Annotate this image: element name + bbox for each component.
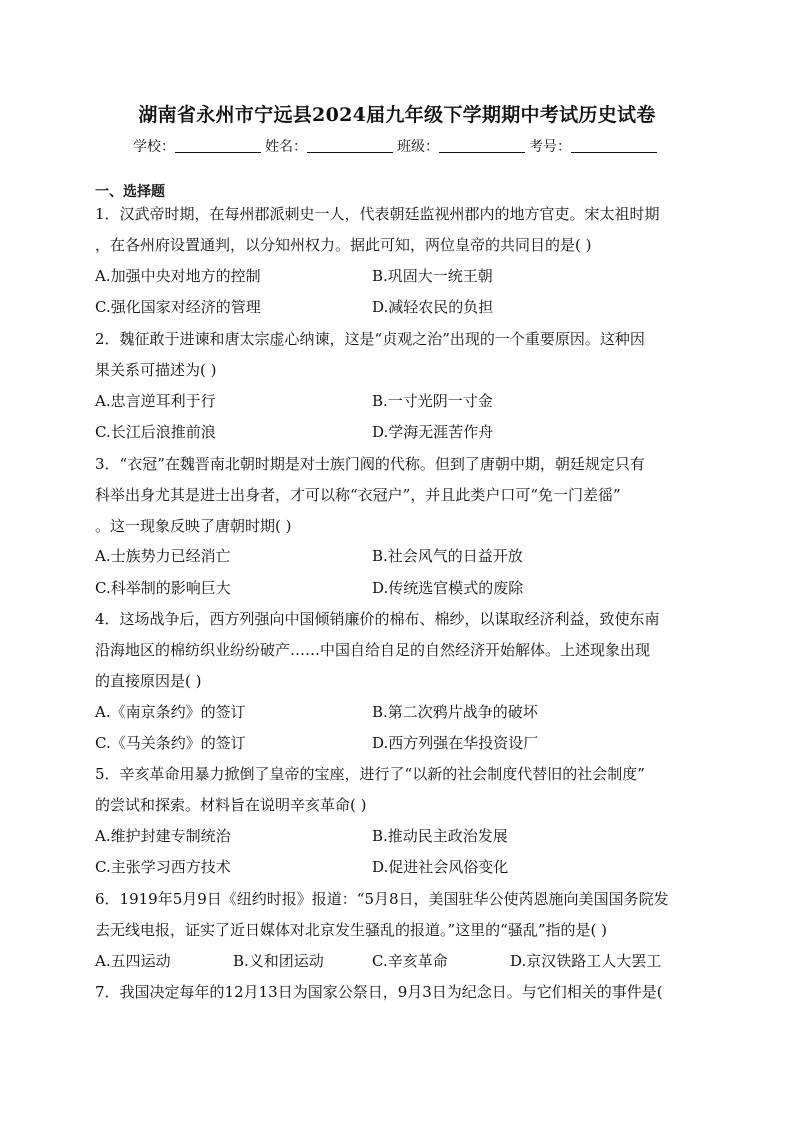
question-2-option-c[interactable]: C.长江后浪推前浪 [95,423,216,441]
question-4-option-d[interactable]: D.西方列强在华投资设厂 [372,734,539,752]
question-3-line-3: 。这一现象反映了唐朝时期( ) [95,517,292,535]
question-7-line-1: 7．我国决定每年的12月13日为国家公祭日，9月3日为纪念日。与它们相关的事件是( [95,983,663,1001]
question-4-option-c[interactable]: C.《马关条约》的签订 [95,734,246,752]
question-5-option-d[interactable]: D.促进社会风俗变化 [372,858,509,876]
class-blank[interactable] [439,138,525,153]
exam-title: 湖南省永州市宁远县2024届九年级下学期期中考试历史试卷 [138,104,656,126]
question-2-option-b[interactable]: B.一寸光阴一寸金 [372,392,493,410]
number-blank[interactable] [571,138,657,153]
question-6-option-d[interactable]: D.京汉铁路工人大罢工 [510,952,662,970]
question-1-line-2: ，在各州府设置通判，以分知州权力。据此可知，两位皇帝的共同目的是( ) [95,236,592,254]
question-1-option-d[interactable]: D.减轻农民的负担 [372,298,494,316]
question-4-line-1: 4．这场战争后，西方列强向中国倾销廉价的棉布、棉纱，以谋取经济利益，致使东南 [95,610,660,628]
name-blank[interactable] [307,138,393,153]
question-1-option-b[interactable]: B.巩固大一统王朝 [372,267,493,285]
question-3-option-c[interactable]: C.科举制的影响巨大 [95,579,231,597]
question-6-option-c[interactable]: C.辛亥革命 [372,952,448,970]
question-4-line-3: 的直接原因是( ) [95,672,202,690]
question-2-option-d[interactable]: D.学海无涯苦作舟 [372,423,494,441]
question-5-option-b[interactable]: B.推动民主政治发展 [372,827,508,845]
school-blank[interactable] [175,138,261,153]
student-info-row [0,136,794,156]
school-label: 学校： [133,139,175,155]
question-2-line-1: 2．魏征敢于进谏和唐太宗虚心纳谏，这是“贞观之治”出现的一个重要原因。这种因 [95,330,645,348]
question-4-option-b[interactable]: B.第二次鸦片战争的破坏 [372,703,538,721]
question-5-option-a[interactable]: A.维护封建专制统治 [95,827,231,845]
question-5-option-c[interactable]: C.主张学习西方技术 [95,858,231,876]
question-6-line-2: 去无线电报，证实了近日媒体对北京发生骚乱的报道。”这里的“骚乱”指的是( ) [95,921,607,939]
question-3-option-d[interactable]: D.传统选官模式的废除 [372,579,524,597]
class-label: 班级： [397,139,439,155]
question-1-line-1: 1．汉武帝时期，在每州郡派刺史一人，代表朝廷监视州郡内的地方官吏。宋太祖时期 [95,205,660,223]
question-1-option-c[interactable]: C.强化国家对经济的管理 [95,298,261,316]
question-3-line-1: 3．“衣冠”在魏晋南北朝时期是对士族门阀的代称。但到了唐朝中期，朝廷规定只有 [95,455,645,473]
question-2-line-2: 果关系可描述为( ) [95,361,217,379]
name-label: 姓名： [265,139,307,155]
question-3-option-a[interactable]: A.士族势力已经消亡 [95,547,231,565]
question-3-line-2: 科举出身尤其是进士出身者，才可以称“衣冠户”，并且此类户口可“免一门差徭” [95,486,621,504]
question-6-option-a[interactable]: A.五四运动 [95,952,171,970]
question-5-line-2: 的尝试和探索。材料旨在说明辛亥革命( ) [95,796,367,814]
question-3-option-b[interactable]: B.社会风气的日益开放 [372,547,523,565]
question-5-line-1: 5．辛亥革命用暴力掀倒了皇帝的宝座，进行了“以新的社会制度代替旧的社会制度” [95,765,645,783]
section-heading: 一、选择题 [95,184,165,200]
question-1-option-a[interactable]: A.加强中央对地方的控制 [95,267,261,285]
question-2-option-a[interactable]: A.忠言逆耳利于行 [95,392,216,410]
question-4-option-a[interactable]: A.《南京条约》的签订 [95,703,246,721]
question-6-line-1: 6．1919年5月9日《纽约时报》报道：“5月8日，美国驻华公使芮恩施向美国国务院发 [95,890,669,908]
question-4-line-2: 沿海地区的棉纺织业纷纷破产……中国自给自足的自然经济开始解体。上述现象出现 [95,641,651,659]
question-6-option-b[interactable]: B.义和团运动 [233,952,324,970]
number-label: 考号： [529,139,571,155]
